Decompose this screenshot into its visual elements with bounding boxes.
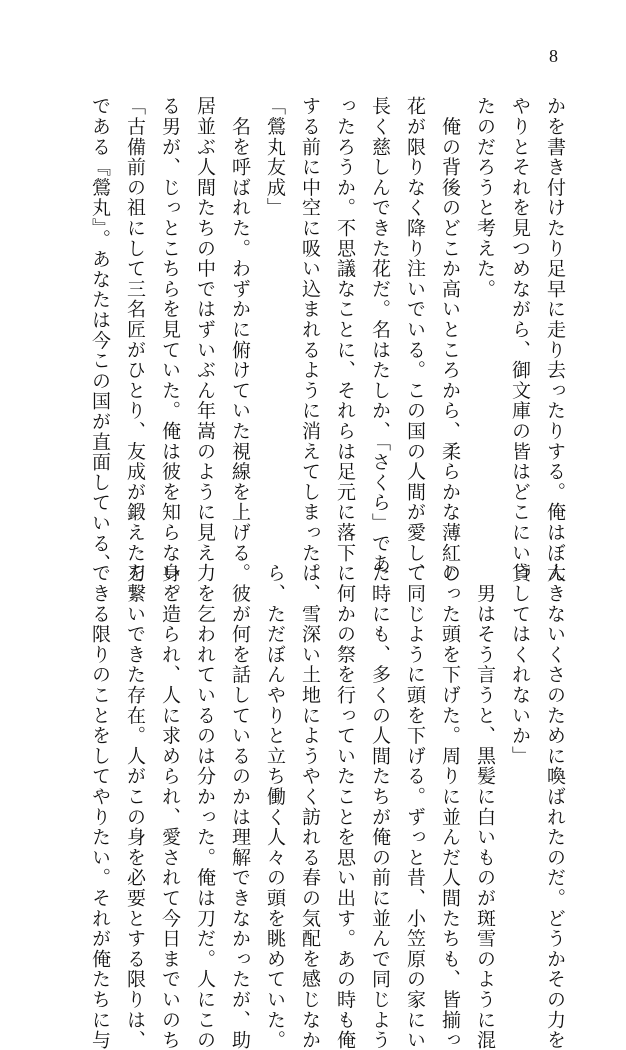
text-line: 居並ぶ人間たちの中ではずいぶん年嵩のように見え: [194, 96, 216, 563]
text-line: やりとそれを見つめながら、御文庫の皆はどこにいっ: [509, 96, 531, 584]
text-line: 男はそう言うと、黒髪に白いものが斑雪のように混: [474, 563, 496, 1050]
text-line: 彼が何を話しているのかは理解できなかったが、助: [229, 563, 251, 1050]
text-line: を繋いできた存在。人がこの身を必要とする限りは、: [124, 563, 146, 1050]
text-line: 大きないくさのために喚ばれたのだ。どうかその力を: [544, 563, 566, 1050]
text-line: 俺の背後のどこか高いところから、柔らかな薄紅の: [439, 96, 461, 584]
text-line: 「鶯丸友成」: [264, 96, 286, 218]
text-line: 長く慈しんできた花だ。名はたしか、「さくら」であ: [369, 96, 391, 574]
text-line: て同じように頭を下げる。ずっと昔、小笠原の家にい: [404, 563, 426, 1050]
text-column-bottom: [89, 563, 568, 1050]
text-line: する前に中空に吸い込まれるように消えてしまった。: [299, 96, 321, 584]
text-line: 身を造られ、人に求められ、愛されて今日までいのち: [159, 563, 181, 1050]
text-line: 力を乞われているのは分かった。俺は刀だ。人にこの: [194, 563, 216, 1050]
text-line: 「古備前の祖にして三名匠がひとり、友成が鍛えた刀: [124, 96, 146, 584]
text-line: 貸してはくれないか」: [509, 563, 531, 766]
text-column-top: [89, 96, 568, 604]
text-line: る男が、じっとこちらを見ていた。俺は彼を知らない。: [159, 96, 181, 604]
text-line: 花が限りなく降り注いでいる。この国の人間が愛し、: [404, 96, 426, 584]
text-line: 名を呼ばれた。わずかに俯けていた視線を上げる。: [229, 96, 251, 584]
text-line: たのだろうと考えた。: [474, 96, 496, 299]
text-line: は、雪深い土地にようやく訪れる春の気配を感じなか: [299, 563, 321, 1050]
text-line: ったろうか。不思議なことに、それらは足元に落下: [334, 96, 356, 563]
text-line: に何かの祭を行っていたことを思い出す。あの時も俺: [334, 563, 356, 1050]
text-line: ら、ただぼんやりと立ち働く人々の頭を眺めていた。: [264, 563, 286, 1050]
text-line: である『鶯丸』。あなたは今この国が直面している、: [89, 96, 111, 574]
text-line: じった頭を下げた。周りに並んだ人間たちも、皆揃っ: [439, 563, 461, 1050]
text-line: かを書き付けたり足早に走り去ったりする。俺はぼん: [544, 96, 566, 584]
page-number: 8: [549, 46, 558, 66]
text-line: できる限りのことをしてやりたい。それが俺たちに与: [89, 563, 111, 1050]
text-line: た時にも、多くの人間たちが俺の前に並んで同じよう: [369, 563, 391, 1050]
